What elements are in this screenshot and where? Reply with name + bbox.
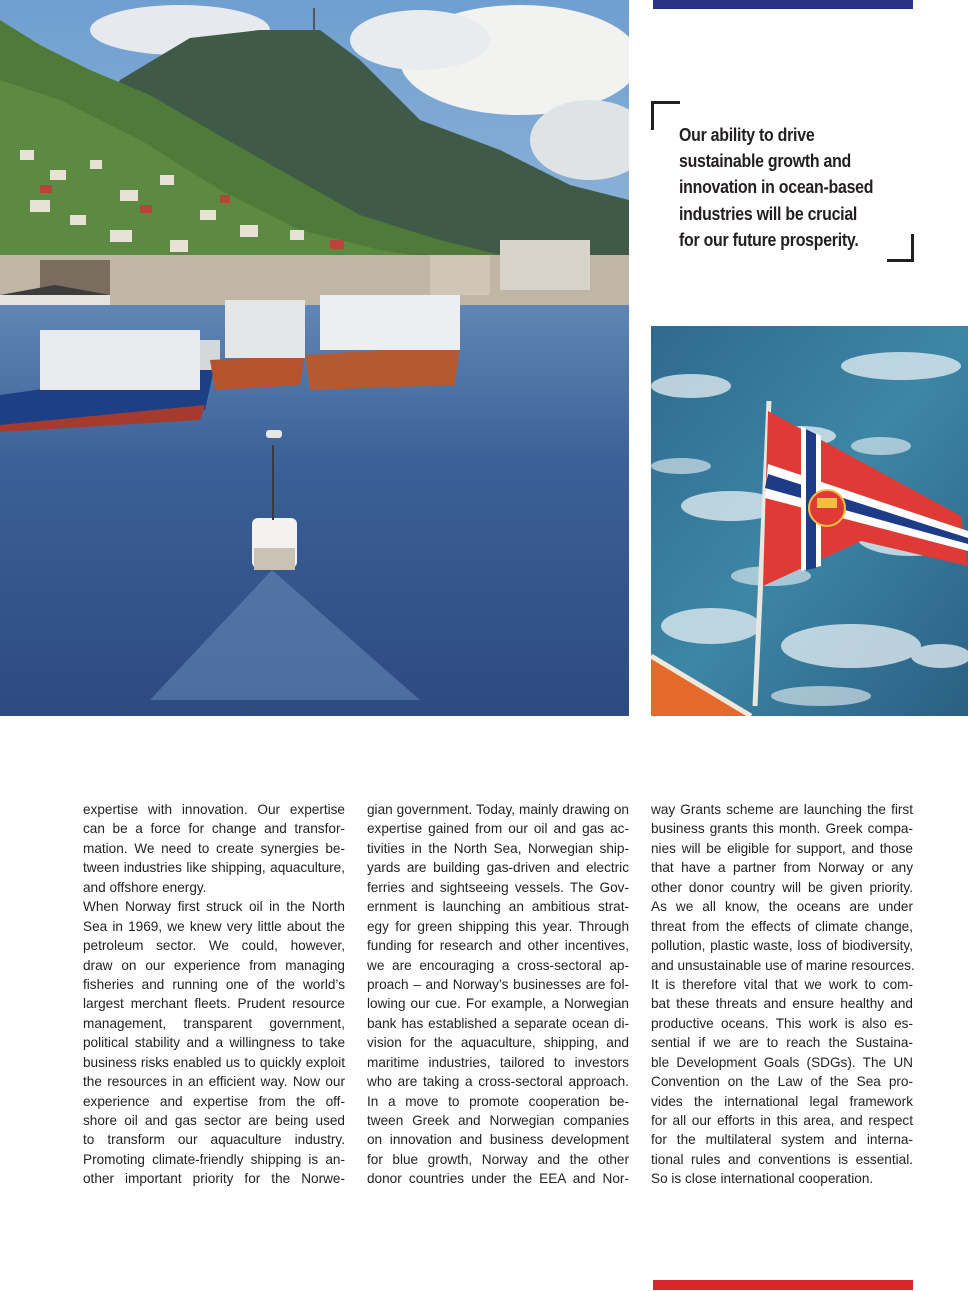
text-line: we are encouraging a cross-sectoral ap- xyxy=(367,957,629,973)
text-line: lowing our cue. For example, a Norwegian xyxy=(367,996,629,1012)
top-accent-bar xyxy=(653,0,913,9)
text-line: So is close international cooperation. xyxy=(651,1171,874,1187)
text-line: Sea in 1969, we knew very little about the xyxy=(83,918,345,934)
quote-corner-bottom-right xyxy=(887,234,914,262)
text-line: maritime industries, tailored to investors xyxy=(367,1054,629,1070)
text-line: and unsustainable use of marine resources. xyxy=(651,957,915,973)
text-column-2 xyxy=(367,800,629,1189)
text-line: tween industries like shipping, aquaculture, xyxy=(83,860,345,876)
text-line: can be a force for change and transfor- xyxy=(83,821,345,837)
text-line: fisheries and running one of the world’s xyxy=(83,976,345,992)
text-line: As we all know, the oceans are under xyxy=(651,899,913,915)
text-line: bat these threats and ensure healthy and xyxy=(651,996,913,1012)
text-line: shore oil and gas sector are being used xyxy=(83,1113,345,1128)
text-line: mation. We need to create synergies be- xyxy=(83,840,345,856)
text-line: largest merchant fleets. Prudent resource xyxy=(83,996,345,1012)
text-line: management, transparent government, xyxy=(83,1015,345,1031)
text-line: way Grants scheme are launching the first xyxy=(651,802,913,817)
text-line: bank has established a separate ocean di- xyxy=(367,1015,629,1031)
text-line: threat from the effects of climate change, xyxy=(651,918,913,934)
text-line: other important priority for the Norwe- xyxy=(83,1171,345,1187)
norwegian-flag-photo xyxy=(651,326,968,716)
text-line: vides the international legal framework xyxy=(651,1093,913,1109)
text-line: In a move to promote cooperation be- xyxy=(367,1093,629,1109)
bergen-harbour-photo xyxy=(0,0,629,716)
text-line: pollution, plastic waste, loss of biodiversity, xyxy=(651,938,913,954)
text-line: and offshore energy. xyxy=(83,879,207,895)
text-line: ferries and sightseeing vessels. The Gov- xyxy=(367,879,629,895)
text-line: business risks enabled us to quickly exploit xyxy=(83,1054,345,1070)
text-line: on innovation and business development xyxy=(367,1132,629,1148)
text-line: petroleum sector. We could, however, xyxy=(83,938,345,954)
text-line: business grants this month. Greek compa- xyxy=(651,821,913,837)
text-line: sential if we are to reach the Sustaina- xyxy=(651,1035,913,1051)
text-line: for all our efforts in this area, and respect xyxy=(651,1113,913,1128)
quote-line: for our future prosperity. xyxy=(679,228,859,250)
text-line: that have a partner from Norway or any xyxy=(651,860,913,876)
text-line: productive oceans. This work is also es- xyxy=(651,1015,913,1031)
quote-line: innovation in ocean-based xyxy=(679,176,874,198)
text-line: ble Development Goals (SDGs). The UN xyxy=(651,1054,913,1070)
text-line: Promoting climate-friendly shipping is an- xyxy=(83,1151,345,1167)
text-line: tivities in the North Sea, Norwegian ship- xyxy=(367,840,629,856)
text-line: other donor country will be given priority. xyxy=(651,879,913,895)
text-line: draw on our experience from managing xyxy=(83,957,345,973)
text-line: nies will be eligible for support, and those xyxy=(651,840,913,856)
text-line: tional rules and conventions is essential. xyxy=(651,1151,913,1167)
text-column-1 xyxy=(83,800,345,1189)
text-line: for blue growth, Norway and the other xyxy=(367,1151,629,1167)
text-line: tween Greek and Norwegian companies xyxy=(367,1113,629,1128)
quote-line: industries will be crucial xyxy=(679,202,858,224)
text-line: gian government. Today, mainly drawing on xyxy=(367,802,629,817)
text-line: donor countries under the EEA and Nor- xyxy=(367,1171,629,1187)
text-line: to transform our aquaculture industry. xyxy=(83,1132,345,1148)
quote-line: sustainable growth and xyxy=(679,150,852,172)
quote-line: Our ability to drive xyxy=(679,124,815,145)
text-line: expertise with innovation. Our expertise xyxy=(83,802,345,817)
text-line: political stability and a willingness to take xyxy=(83,1035,345,1051)
text-line: egy for green shipping this year. Through xyxy=(367,918,629,934)
text-line: proach – and Norway’s businesses are fol- xyxy=(367,976,629,992)
text-line: who are taking a cross-sectoral approach. xyxy=(367,1074,629,1090)
text-line: ernment is launching an ambitious strat- xyxy=(367,899,629,915)
text-line: vision for the aquaculture, shipping, and xyxy=(367,1035,629,1051)
pull-quote xyxy=(679,122,877,253)
text-line: yards are building gas-driven and electric xyxy=(367,860,629,876)
text-column-3 xyxy=(651,800,913,1189)
text-line: for the multilateral system and interna- xyxy=(651,1132,913,1148)
text-line: funding for research and other incentives, xyxy=(367,938,629,954)
text-line: expertise gained from our oil and gas ac- xyxy=(367,821,629,837)
text-line: experience and expertise from the off- xyxy=(83,1093,345,1109)
text-line: the resources in an efficient way. Now our xyxy=(83,1074,345,1090)
text-line: When Norway first struck oil in the North xyxy=(83,899,345,915)
text-line: It is therefore vital that we work to com- xyxy=(651,976,913,992)
quote-corner-top-left xyxy=(651,101,680,130)
text-line: Convention on the Law of the Sea pro- xyxy=(651,1074,913,1090)
bottom-accent-bar xyxy=(653,1280,913,1290)
